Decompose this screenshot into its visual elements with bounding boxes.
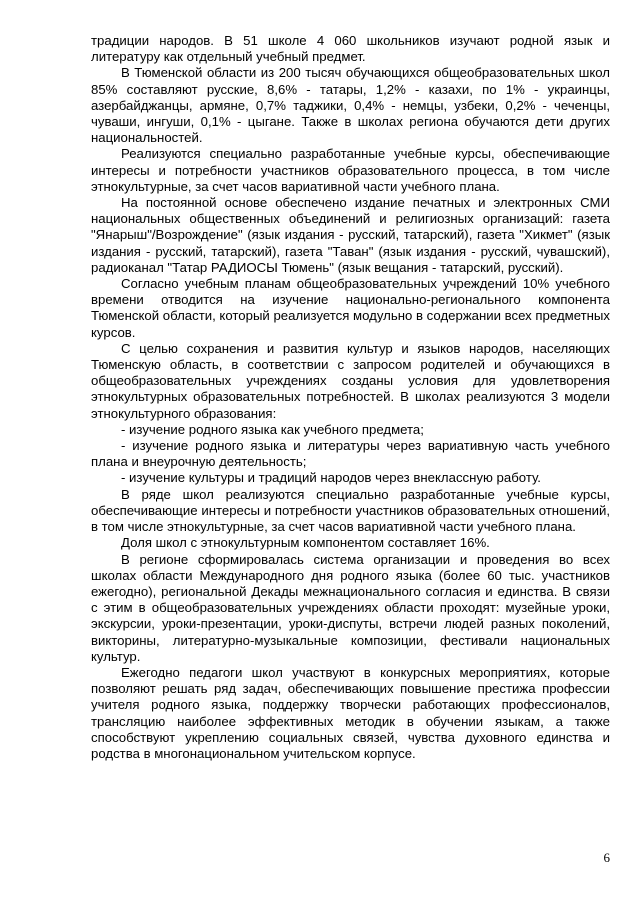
list-item: - изучение родного языка и литературы через вариативную часть учебного плана и внеурочную деятельность; <box>91 438 610 470</box>
list-item: - изучение родного языка как учебного предмета; <box>121 421 424 437</box>
paragraph-media: На постоянной основе обеспечено издание печатных и электронных СМИ национальных общественных объединений и религиозных организаций: газета "Янарыш"/Возрождение" (язык издания - русский, татарский), газета "Хикмет" (язык издания - русский, татарский), газета "Таван" (язык издания - русский, чувашский), радиоканал "Татар РАДИОСЫ Тюмень" (язык вещания - татарский, русский). <box>91 195 610 275</box>
body-text <box>91 33 610 762</box>
paragraph-special-courses: В ряде школ реализуются специально разработанные учебные курсы, обеспечивающие интересы и потребности участников образовательных отношений, в том числе этнокультурные, за счет часов вариативной части учебного плана. <box>91 486 610 535</box>
paragraph-models-intro: С целью сохранения и развития культур и языков народов, населяющих Тюменскую область, в соответствии с запросом родителей и обучающихся в общеобразовательных учреждениях созданы условия для удовлетворения этнокультурных образовательных потребностей. В школах реализуются 3 модели этнокультурного образования: <box>91 340 610 421</box>
paragraph-courses: Реализуются специально разработанные учебные курсы, обеспечивающие интересы и потребности участников образовательного процесса, в том числе этнокультурные, за счет часов вариативной части учебного плана. <box>91 146 610 194</box>
paragraph-contests: Ежегодно педагоги школ участвуют в конкурсных мероприятиях, которые позволяют решать ряд задач, обеспечивающих повышение престижа профессии учителя родного языка, поддержку творчески работающих профессионалов, трансляцию наиболее эффективных методик в обучении языкам, а также способствуют укреплению социальных связей, чувства духовного единства и родства в многонациональном учительском корпусе. <box>91 664 610 761</box>
paragraph-share: Доля школ с этнокультурным компонентом составляет 16%. <box>121 535 490 551</box>
paragraph-continuation: традиции народов. В 51 школе 4 060 школьников изучают родной язык и литературу как отдельный учебный предмет. <box>91 33 610 65</box>
paragraph-curriculum: Согласно учебным планам общеобразовательных учреждений 10% учебного времени отводится на изучение национально-регионального компонента Тюменской области, который реализуется модульно в содержании всех предметных курсов. <box>91 276 610 340</box>
page-number: 6 <box>603 850 610 865</box>
list-item: - изучение культуры и традиций народов через внеклассную работу. <box>121 470 541 486</box>
paragraph-student-ethnicity: В Тюменской области из 200 тысяч обучающихся общеобразовательных школ 85% составляют русские, 8,6% - татары, 1,2% - казахи, по 1% - украинцы, азербайджанцы, армяне, 0,7% таджики, 0,4% - немцы, узбеки, 0,2% - чеченцы, чуваши, ингуши, 0,1% - цыгане. Также в школах региона обучаются дети других национальностей. <box>91 65 610 146</box>
paragraph-events: В регионе сформировалась система организации и проведения во всех школах области Международного дня родного языка (более 60 тыс. участников ежегодно), региональной Декады межнационального согласия и единства. В связи с этим в общеобразовательных учреждениях области проходят: музейные уроки, экскурсии, уроки-презентации, уроки-диспуты, встречи людей разных поколений, викторины, литературно-музыкальные композиции, фестивали национальных культур. <box>91 551 610 664</box>
